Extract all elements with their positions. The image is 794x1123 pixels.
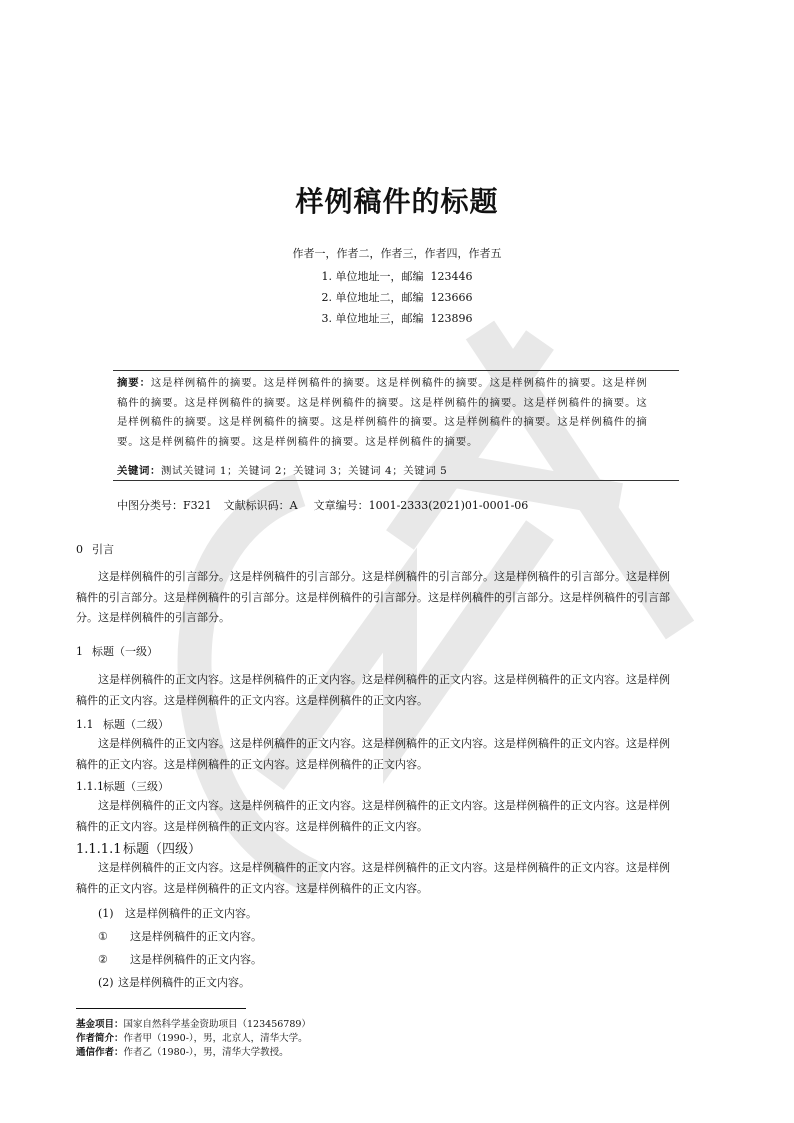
paper-title: 样例稿件的标题	[295, 185, 499, 218]
paragraph-line: 稿件的正文内容。这是样例稿件的正文内容。这是样例稿件的正文内容。	[76, 881, 428, 895]
abstract-line: 稿件的摘要。这是样例稿件的摘要。这是样例稿件的摘要。这是样例稿件的摘要。这是样例稿件的摘要。这	[117, 396, 648, 409]
list-item	[98, 928, 262, 944]
list-marker: ①	[98, 930, 108, 943]
list-marker: (2)	[98, 976, 114, 989]
paragraph-line: 稿件的引言部分。这是样例稿件的引言部分。这是样例稿件的引言部分。这是样例稿件的引言部分。这是样例稿件的引言部	[76, 590, 670, 604]
paragraph-line: 这是样例稿件的正文内容。这是样例稿件的正文内容。这是样例稿件的正文内容。这是样例稿件的正文内容。这是样例	[98, 673, 670, 686]
doc-code-value: A	[289, 499, 298, 512]
footnote-funding	[76, 1016, 311, 1030]
level-1-paragraph	[76, 670, 718, 711]
paragraph-line: 稿件的正文内容。这是样例稿件的正文内容。这是样例稿件的正文内容。	[76, 757, 428, 771]
article-no-value: 1001-2333(2021)01-0001-06	[368, 499, 529, 512]
level-3-paragraph	[76, 796, 718, 837]
author-list: 作者一，作者二，作者三，作者四，作者五	[292, 247, 502, 260]
list-item	[98, 974, 250, 990]
footnote-text: 作者乙（1980-），男，清华大学教授。	[123, 1047, 289, 1058]
list-marker: (1)	[98, 907, 114, 920]
footnote-label: 通信作者：	[76, 1047, 124, 1058]
level-4-paragraph	[76, 858, 718, 899]
abstract-bottom-rule	[113, 480, 679, 481]
section-number: 1.1	[76, 718, 94, 731]
section-number: 1	[76, 645, 83, 658]
paragraph-line: 分。这是样例稿件的引言部分。	[76, 611, 230, 624]
section-heading-level-1	[76, 643, 158, 659]
list-marker: ②	[98, 953, 108, 966]
footnote-text: 国家自然科学基金资助项目（123456789）	[123, 1019, 311, 1030]
abstract-line: 是样例稿件的摘要。这是样例稿件的摘要。这是样例稿件的摘要。这是样例稿件的摘要。这是样例稿件的摘	[117, 416, 648, 429]
footnote-corresponding-author	[76, 1044, 289, 1058]
paragraph-line: 稿件的正文内容。这是样例稿件的正文内容。这是样例稿件的正文内容。	[76, 819, 428, 833]
section-heading-intro	[76, 541, 114, 557]
paragraph-line: 这是样例稿件的正文内容。这是样例稿件的正文内容。这是样例稿件的正文内容。这是样例稿件的正文内容。这是样例	[98, 799, 670, 812]
affiliation-1: 1. 单位地址一，邮编 123446	[321, 270, 473, 283]
abstract-block	[117, 374, 679, 452]
paragraph-line: 这是样例稿件的正文内容。这是样例稿件的正文内容。这是样例稿件的正文内容。这是样例稿件的正文内容。这是样例	[98, 737, 670, 750]
footnote-author-bio	[76, 1030, 308, 1044]
clc-value: F321	[183, 499, 212, 512]
list-text: 这是样例稿件的正文内容。	[118, 976, 250, 989]
classification-line	[117, 497, 528, 513]
abstract-label: 摘要：	[117, 377, 151, 389]
paragraph-line: 稿件的正文内容。这是样例稿件的正文内容。这是样例稿件的正文内容。	[76, 693, 428, 707]
keywords-line	[117, 462, 447, 477]
section-heading-level-2	[76, 716, 169, 732]
keywords-label: 关键词：	[117, 465, 161, 477]
section-title: 标题（一级）	[92, 645, 158, 658]
doc-code-label: 文献标识码：	[223, 499, 290, 512]
footnote-text: 作者甲（1990-），男，北京人，清华大学。	[123, 1033, 308, 1044]
abstract-text: 这是样例稿件的摘要。这是样例稿件的摘要。这是样例稿件的摘要。这是样例稿件的摘要。这是样例	[150, 377, 648, 389]
section-number: 0	[76, 543, 83, 556]
footnote-label: 基金项目：	[76, 1019, 124, 1030]
abstract-top-rule	[113, 370, 679, 371]
clc-label: 中图分类号：	[117, 499, 183, 512]
abstract-line: 要。这是样例稿件的摘要。这是样例稿件的摘要。这是样例稿件的摘要。	[117, 435, 479, 448]
list-item	[98, 951, 262, 967]
section-heading-level-4	[76, 838, 201, 857]
level-2-paragraph	[76, 734, 718, 775]
list-text: 这是样例稿件的正文内容。	[130, 930, 262, 943]
list-text: 这是样例稿件的正文内容。	[125, 907, 257, 920]
section-number: 1.1.1.1	[76, 842, 122, 857]
article-no-label: 文章编号：	[313, 499, 369, 512]
footnote-label: 作者简介：	[76, 1033, 124, 1044]
affiliation-2: 2. 单位地址二，邮编 123666	[321, 291, 473, 304]
affiliation-3: 3. 单位地址三，邮编 123896	[321, 312, 473, 325]
section-heading-level-3	[76, 778, 169, 794]
list-item	[98, 905, 257, 921]
section-title: 引言	[92, 543, 114, 556]
intro-paragraph	[76, 567, 718, 629]
section-title: 标题（三级）	[103, 780, 169, 793]
paragraph-line: 这是样例稿件的引言部分。这是样例稿件的引言部分。这是样例稿件的引言部分。这是样例稿件的引言部分。这是样例	[98, 570, 670, 583]
keywords-value: 测试关键词 1；关键词 2；关键词 3；关键词 4；关键词 5	[160, 465, 448, 477]
paragraph-line: 这是样例稿件的正文内容。这是样例稿件的正文内容。这是样例稿件的正文内容。这是样例稿件的正文内容。这是样例	[98, 861, 670, 874]
list-text: 这是样例稿件的正文内容。	[130, 953, 262, 966]
section-number: 1.1.1	[76, 780, 104, 793]
footnote-rule	[76, 1008, 246, 1009]
section-title: 标题（二级）	[103, 718, 169, 731]
abstract-line	[117, 374, 679, 394]
section-title: 标题（四级）	[123, 842, 202, 857]
